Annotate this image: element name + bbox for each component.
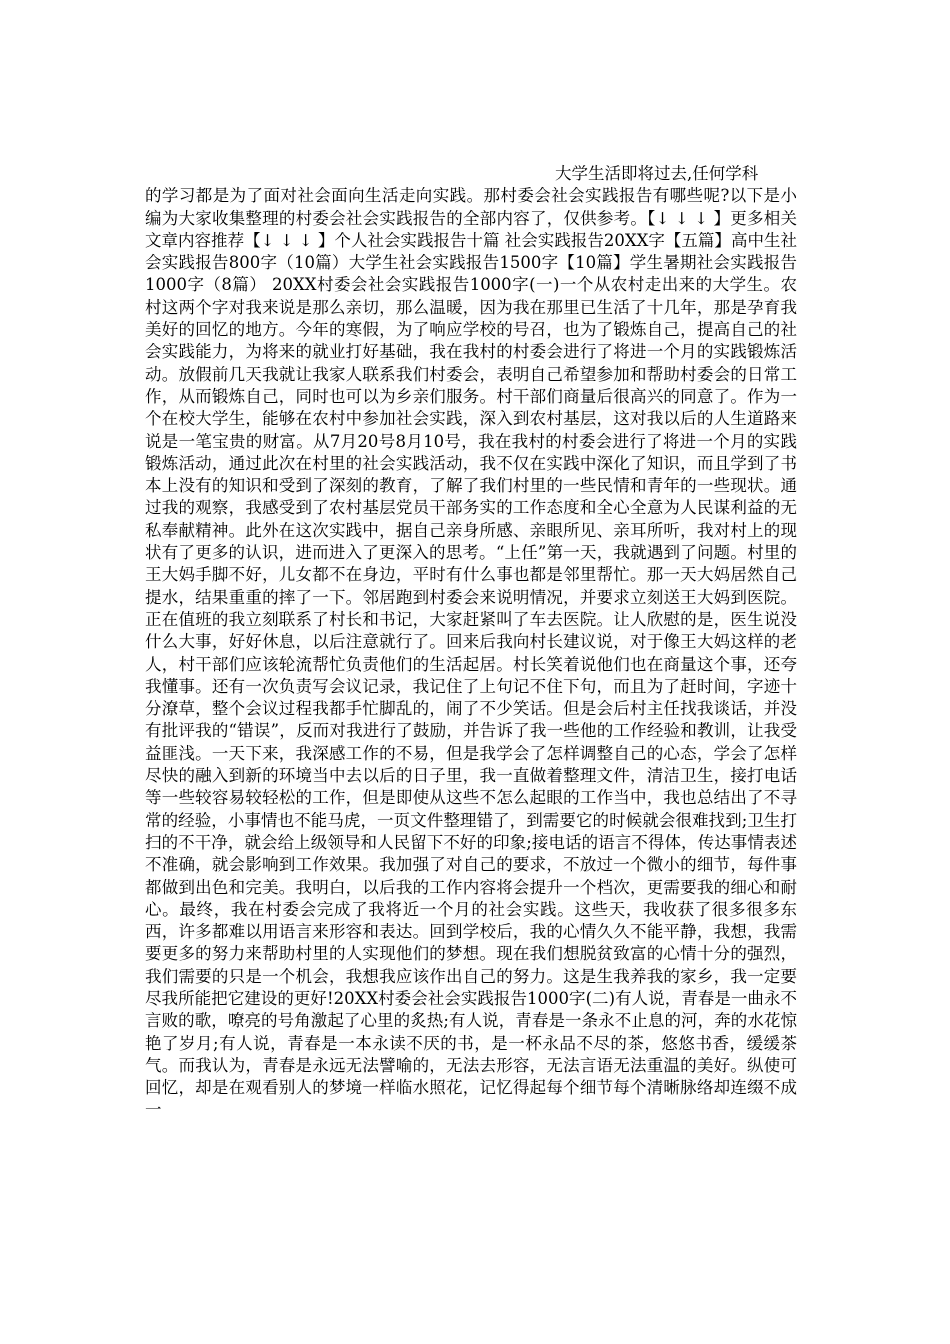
document-body	[145, 163, 797, 1122]
body-paragraph: 的学习都是为了面对社会面向生活走向实践。那村委会社会实践报告有哪些呢?以下是小编为大家收集整理的村委会社会实践报告的全部内容了，仅供参考。【↓ ↓ ↓ 】更多相关文章内容推荐【↓ ↓ ↓ 】个人社会实践报告十篇 社会实践报告20XX字【五篇】高中生社会实践报告800字（10篇）大学生社会实践报告1500字【10篇】学生暑期社会实践报告1000字（8篇） 20XX村委会社会实践报告1000字(一)一个从农村走出来的大学生。农村这两个字对我来说是那么亲切，那么温暖，因为我在那里已生活了十几年，那是孕育我美好的回忆的地方。今年的寒假，为了响应学校的号召，也为了锻炼自己，提高自己的社会实践能力，为将来的就业打好基础，我在我村的村委会进行了将进一个月的实践锻炼活动。放假前几天我就让我家人联系我们村委会，表明自己希望参加和帮助村委会的日常工作，从而锻炼自己，同时也可以为乡亲们服务。村干部们商量后很高兴的同意了。作为一个在校大学生，能够在农村中参加社会实践，深入到农村基层，这对我以后的人生道路来说是一笔宝贵的财富。从7月20号8月10号，我在我村的村委会进行了将进一个月的实践锻炼活动，通过此次在村里的社会实践活动，我不仅在实践中深化了知识，而且学到了书本上没有的知识和受到了深刻的教育，了解了我们村里的一些民情和青年的一些现状。通过我的观察，我感受到了农村基层党员干部务实的工作态度和全心全意为人民谋利益的无私奉献精神。此外在这次实践中，据自己亲身所感、亲眼所见、亲耳所听，我对村上的现状有了更多的认识，进而进入了更深入的思考。“上任”第一天，我就遇到了问题。村里的王大妈手脚不好，儿女都不在身边，平时有什么事也都是邻里帮忙。那一天大妈居然自己提水，结果重重的摔了一下。邻居跑到村委会来说明情况，并要求立刻送王大妈到医院。正在值班的我立刻联系了村长和书记，大家赶紧叫了车去医院。让人欣慰的是，医生说没什么大事，好好休息，以后注意就行了。回来后我向村长建议说，对于像王大妈这样的老人，村干部们应该轮流帮忙负责他们的生活起居。村长笑着说他们也在商量这个事，还夸我懂事。还有一次负责写会议记录，我记住了上句记不住下句，而且为了赶时间，字迹十分潦草，整个会议过程我都手忙脚乱的，闹了不少笑话。但是会后村主任找我谈话，并没有批评我的“错误”，反而对我进行了鼓励，并告诉了我一些他的工作经验和教训，让我受益匪浅。一天下来，我深感工作的不易，但是我学会了怎样调整自己的心态，学会了怎样尽快的融入到新的环境当中去以后的日子里，我一直做着整理文件，清洁卫生，接打电话等一些较容易较轻松的工作，但是即使从这些不怎么起眼的工作当中，我也总结出了不寻常的经验，小事情也不能马虎，一页文件整理错了，到需要它的时候就会很难找到;卫生打扫的不干净，就会给上级领导和人民留下不好的印象;接电话的语言不得体，传达事情表述不准确，就会影响到工作效果。我加强了对自己的要求，不放过一个微小的细节，每件事都做到出色和完美。我明白，以后我的工作内容将会提升一个档次，更需要我的细心和耐心。最终，我在村委会完成了我将近一个月的社会实践。这些天，我收获了很多很多东西，许多都难以用语言来形容和表达。回到学校后，我的心情久久不能平静，我想，我需要更多的努力来帮助村里的人实现他们的梦想。现在我们想脱贫致富的心情十分的强烈，我们需要的只是一个机会，我想我应该作出自己的努力。这是生我养我的家乡，我一定要尽我所能把它建设的更好!20XX村委会社会实践报告1000字(二)有人说，青春是一曲永不言败的歌，嘹亮的号角激起了心里的炙热;有人说，青春是一条永不止息的河，奔的水花惊艳了岁月;有人说，青春是一本永读不厌的书，是一杯永品不尽的茶，悠悠书香，缓缓茶气。而我认为，青春是永远无法譬喻的，无法去形容，无法言语无法重温的美好。纵使可回忆，却是在观看别人的梦境一样临水照花，记忆得起每个细节每个清晰脉络却连缀不成一	[145, 186, 797, 1120]
opening-line: 大学生活即将过去,任何学科	[555, 164, 759, 183]
